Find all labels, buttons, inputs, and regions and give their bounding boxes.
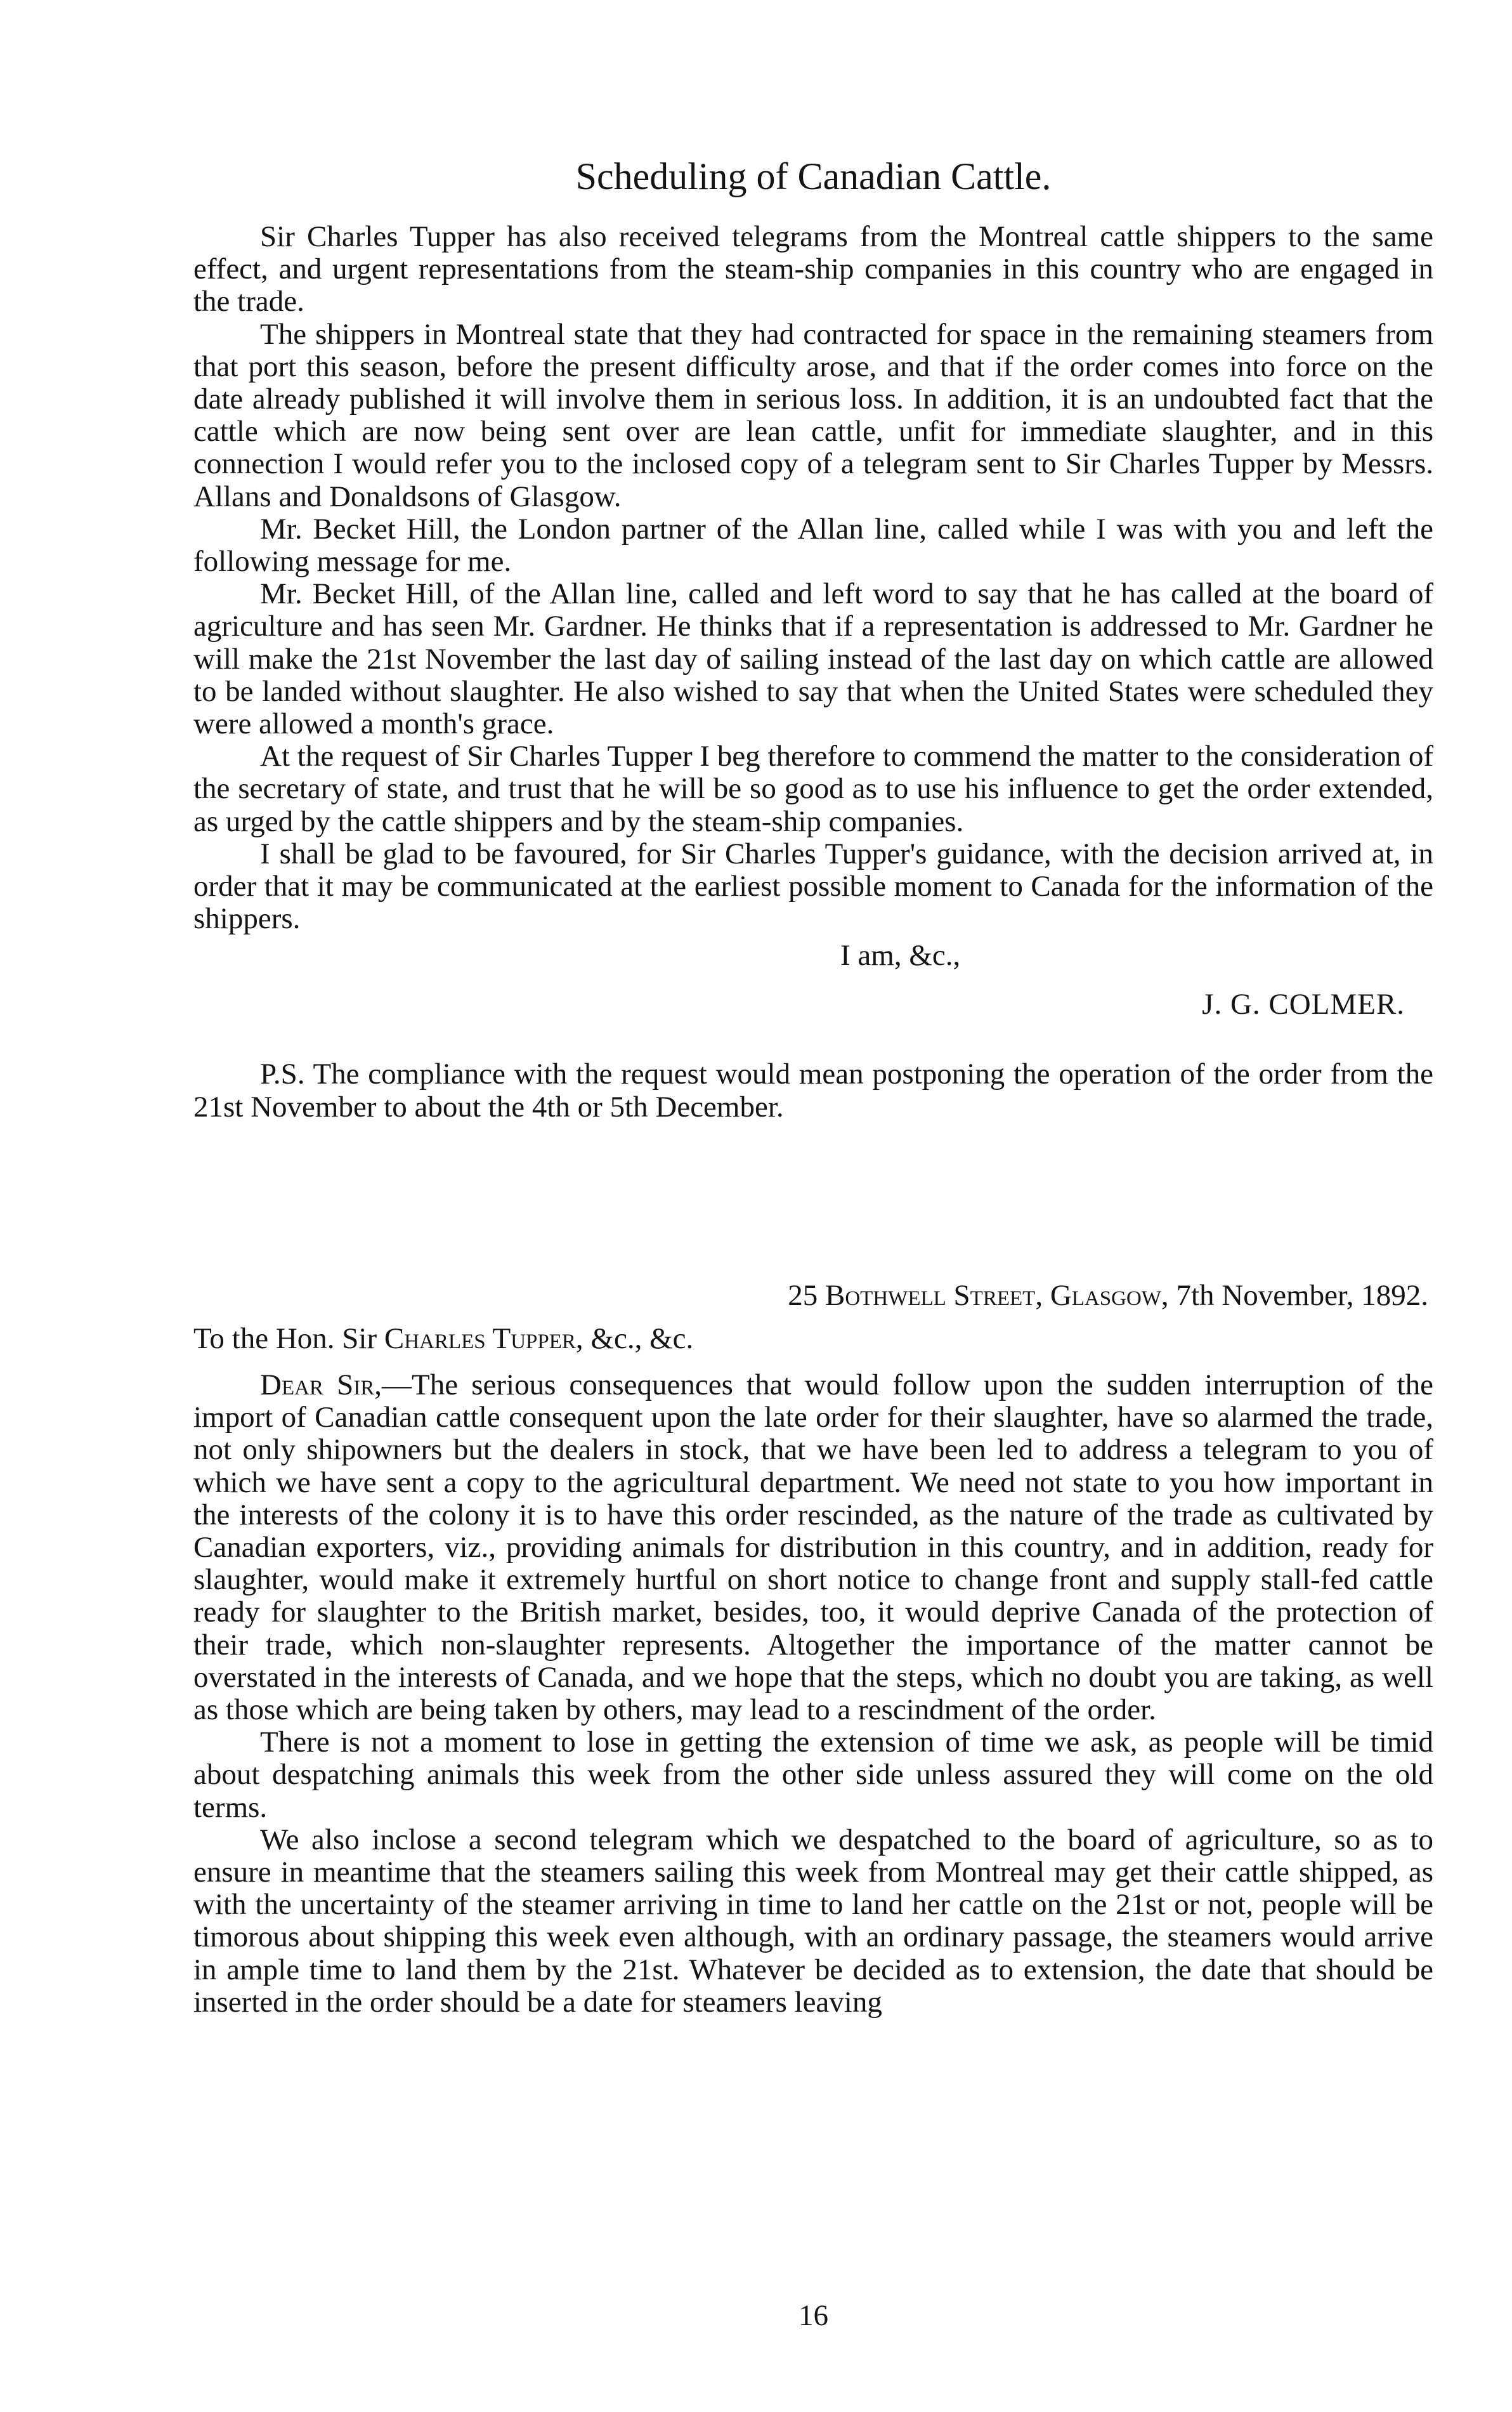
postscript: P.S. The compliance with the request would mean postponing the operation of the order from the 21st November to about the 4th or 5th December. (193, 1058, 1433, 1124)
salutation: Dear Sir, (260, 1368, 382, 1401)
addressee-suffix: &c., &c. (590, 1322, 694, 1355)
colmer-letter (193, 221, 1433, 1124)
page-number: 16 (798, 2299, 828, 2332)
signature: J. G. COLMER. (1202, 988, 1405, 1021)
page-title: Scheduling of Canadian Cattle. (575, 155, 1052, 197)
paragraph: Sir Charles Tupper has also received telegrams from the Montreal cattle shippers to the same effect, and urgent representations from the steam-ship companies in this country who are engaged in the trade. (193, 220, 1433, 318)
letter-address (193, 1275, 1433, 1316)
paragraph: We also inclose a second telegram which we despatched to the board of agriculture, so as to ensure in meantime that the steamers sailing this week from Montreal may get their cattle shipped, as with the uncertainty of the steamer arriving in time to land her cattle on the 21st or not, people will be timorous about shipping this week even although, with an ordinary passage, the steamers would arrive in ample time to land them by the 21st. Whatever be decided as to extension, the date that should be inserted in the order should be a date for steamers leaving (193, 1823, 1433, 2019)
closing: I am, &c., (840, 939, 961, 973)
paragraph: I shall be glad to be favoured, for Sir Charles Tupper's guidance, with the decision arrived at, in order that it may be communicated at the earliest possible moment to Canada for the information of the shippers. (193, 837, 1433, 936)
paragraph: Mr. Becket Hill, the London partner of the Allan line, called while I was with you and left the following message for me. (193, 512, 1433, 579)
glasgow-letter (193, 1275, 1433, 2019)
letter-date: 7th November, 1892. (1176, 1279, 1428, 1312)
address-city: Glasgow, (1050, 1279, 1169, 1312)
addressee-prefix: To the Hon. Sir (193, 1322, 377, 1355)
paragraph: Mr. Becket Hill, of the Allan line, called and left word to say that he has called at the board of agriculture and has seen Mr. Gardner. He thinks that if a representation is addressed to Mr. Gardner he will make the 21st November the last day of sailing instead of the last day on which cattle are allowed to be landed without slaughter. He also wished to say that when the United States were scheduled they were allowed a month's grace. (193, 577, 1433, 741)
paragraph: There is not a moment to lose in getting the extension of time we ask, as people will be timid about despatching animals this week from the other side unless assured they will come on the old terms. (193, 1726, 1433, 1824)
paragraph (193, 1369, 1433, 1726)
paragraph: At the request of Sir Charles Tupper I beg therefore to commend the matter to the consideration of the secretary of state, and trust that he will be so good as to use his influence to get the order extended, as urged by the cattle shippers and by the steam-ship companies. (193, 740, 1433, 838)
addressee-name: Charles Tupper, (384, 1322, 583, 1355)
address-number: 25 (788, 1279, 818, 1312)
address-street: Bothwell Street, (825, 1279, 1043, 1312)
letter-addressee (193, 1316, 1433, 1361)
paragraph-text: —The serious consequences that would follow upon the sudden interruption of the import of Canadian cattle consequent upon the late order for their slaughter, have so alarmed the trade, not only shipowners but the dealers in stock, that we have been led to address a telegram to you of which we have sent a copy to the agricultural department. We need not state to you how important in the interests of the colony it is to have this order rescinded, as the nature of the trade as cultivated by Canadian exporters, viz., providing animals for distribution in this country, and in addition, ready for slaughter, would make it extremely hurtful on short notice to change front and supply stall-fed cattle ready for slaughter to the British market, besides, too, it would deprive Canada of the protection of their trade, which non-slaughter represents. Altogether the importance of the matter cannot be overstated in the interests of Canada, and we hope that the steps, which no doubt you are taking, as well as those which are being taken by others, may lead to a rescindment of the order. (193, 1368, 1433, 1727)
paragraph: The shippers in Montreal state that they had contracted for space in the remaining steamers from that port this season, before the present difficulty arose, and that if the order comes into force on the date already published it will involve them in serious loss. In addition, it is an undoubted fact that the cattle which are now being sent over are lean cattle, unfit for immediate slaughter, and in this connection I would refer you to the inclosed copy of a telegram sent to Sir Charles Tupper by Messrs. Allans and Donaldsons of Glasgow. (193, 317, 1433, 513)
